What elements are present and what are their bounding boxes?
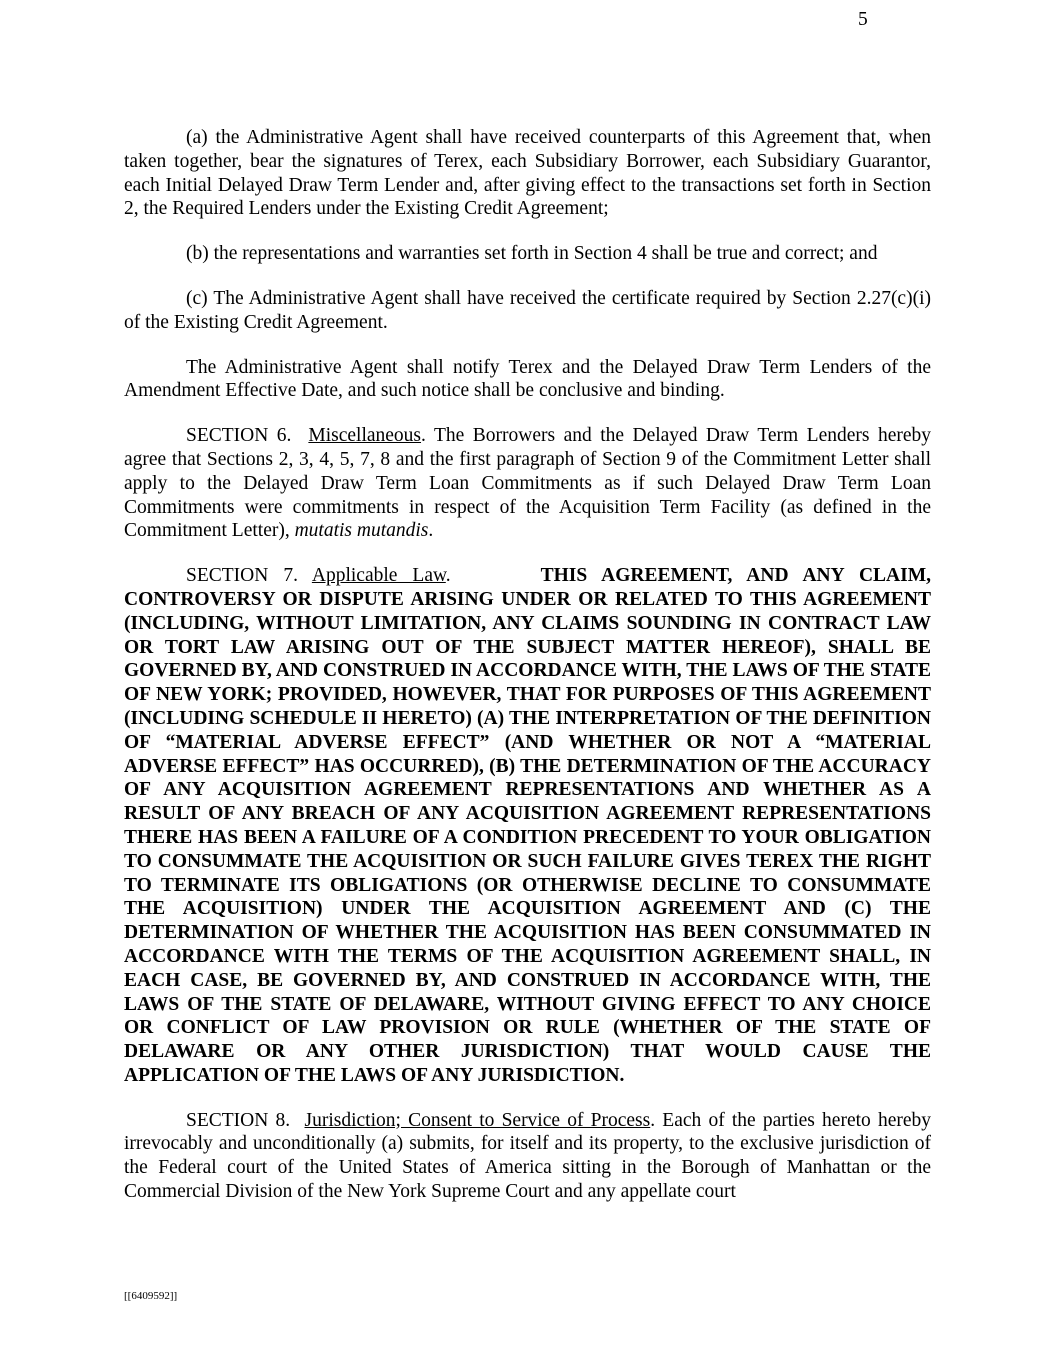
section-7-heading: Applicable Law [311,565,446,587]
document-footer-id: [[6409592]] [124,1290,178,1302]
section-7 [124,564,931,1088]
section-6-heading: Miscellaneous [308,425,422,447]
section-7-prefix: SECTION 7. [186,565,298,587]
section-8-heading: Jurisdiction; Consent to Service of Process [304,1109,651,1131]
paragraph-a: (a) the Administrative Agent shall have received counterparts of this Agreement that, when taken together, bear the signatures of Terex, each Subsidiary Borrower, each Subsidiary Guarantor, each Initial Delayed Draw Term Lender and, after giving effect to the transactions set forth in Section 2, the Required Lenders under the Existing Credit Agreement; [124,127,931,220]
page-number: 5 [858,9,868,30]
paragraph-notice: The Administrative Agent shall notify Terex and the Delayed Draw Term Lenders of the Amendment Effective Date, and such notice shall be conclusive and binding. [124,356,931,402]
section-6-prefix: SECTION 6. [186,425,292,447]
paragraph-b: (b) the representations and warranties set forth in Section 4 shall be true and correct; and [186,243,878,265]
section-6 [124,424,931,543]
section-7-bold-text: THIS AGREEMENT, AND ANY CLAIM, CONTROVERSY OR DISPUTE ARISING UNDER OR RELATED TO THIS AGREEMENT (INCLUDING, WITHOUT LIMITATION, ANY CLAIMS SOUNDING IN CONTRACT LAW OR TORT LAW ARISING OUT OF THE SUBJECT MATTER HEREOF), SHALL BE GOVERNED BY, AND CONSTRUED IN ACCORDANCE WITH, THE LAWS OF THE STATE OF NEW YORK; PROVIDED, HOWEVER, THAT FOR PURPOSES OF THIS AGREEMENT (INCLUDING SCHEDULE II HERETO) (A) THE INTERPRETATION OF THE DEFINITION OF “MATERIAL ADVERSE EFFECT” (AND WHETHER OR NOT A “MATERIAL ADVERSE EFFECT” HAS OCCURRED), (B) THE DETERMINATION OF THE ACCURACY OF ANY ACQUISITION AGREEMENT REPRESENTATIONS AND WHETHER AS A RESULT OF ANY BREACH OF ANY ACQUISITION AGREEMENT REPRESENTATIONS THERE HAS BEEN A FAILURE OF A CONDITION PRECEDENT TO YOUR OBLIGATION TO CONSUMMATE THE ACQUISITION OR SUCH FAILURE GIVES TEREX THE RIGHT TO TERMINATE ITS OBLIGATIONS (OR OTHERWISE DECLINE TO CONSUMMATE THE ACQUISITION) UNDER THE ACQUISITION AGREEMENT AND (C) THE DETERMINATION OF WHETHER THE ACQUISITION HAS BEEN CONSUMMATED IN ACCORDANCE WITH THE TERMS OF THE ACQUISITION AGREEMENT SHALL, IN EACH CASE, BE GOVERNED BY, AND CONSTRUED IN ACCORDANCE WITH, THE LAWS OF THE STATE OF DELAWARE, WITHOUT GIVING EFFECT TO ANY CHOICE OR CONFLICT OF LAW PROVISION OR RULE (WHETHER OF THE STATE OF DELAWARE OR ANY OTHER JURISDICTION) THAT WOULD CAUSE THE APPLICATION OF THE LAWS OF ANY JURISDICTION. [124,565,931,1086]
section-7-sep: . [445,565,451,587]
section-8-text: . Each of the parties hereto hereby irrevocably and unconditionally (a) submits, for itself and its property, to the exclusive jurisdiction of the Federal court of the United States of America sitting in the Borough of Manhattan or the Commercial Division of the New York Supreme Court and any appellate court [124,1109,931,1203]
section-6-end: . [428,520,434,542]
document-body [124,126,931,1225]
section-8-prefix: SECTION 8. [186,1109,291,1131]
section-6-italic: mutatis mutandis [294,520,429,542]
section-8 [124,1109,931,1204]
section-6-text: . The Borrowers and the Delayed Draw Term Lenders hereby agree that Sections 2, 3, 4, 5, 7, 8 and the first paragraph of Section 9 of the Commitment Letter shall apply to the Delayed Draw Term Loan Commitments as if such Delayed Draw Term Loan Commitments were commitments in respect of the Acquisition Term Facility (as defined in the Commitment Letter), [124,425,932,542]
paragraph-c: (c) The Administrative Agent shall have received the certificate required by Section 2.27(c)(i) of the Existing Credit Agreement. [124,287,931,333]
